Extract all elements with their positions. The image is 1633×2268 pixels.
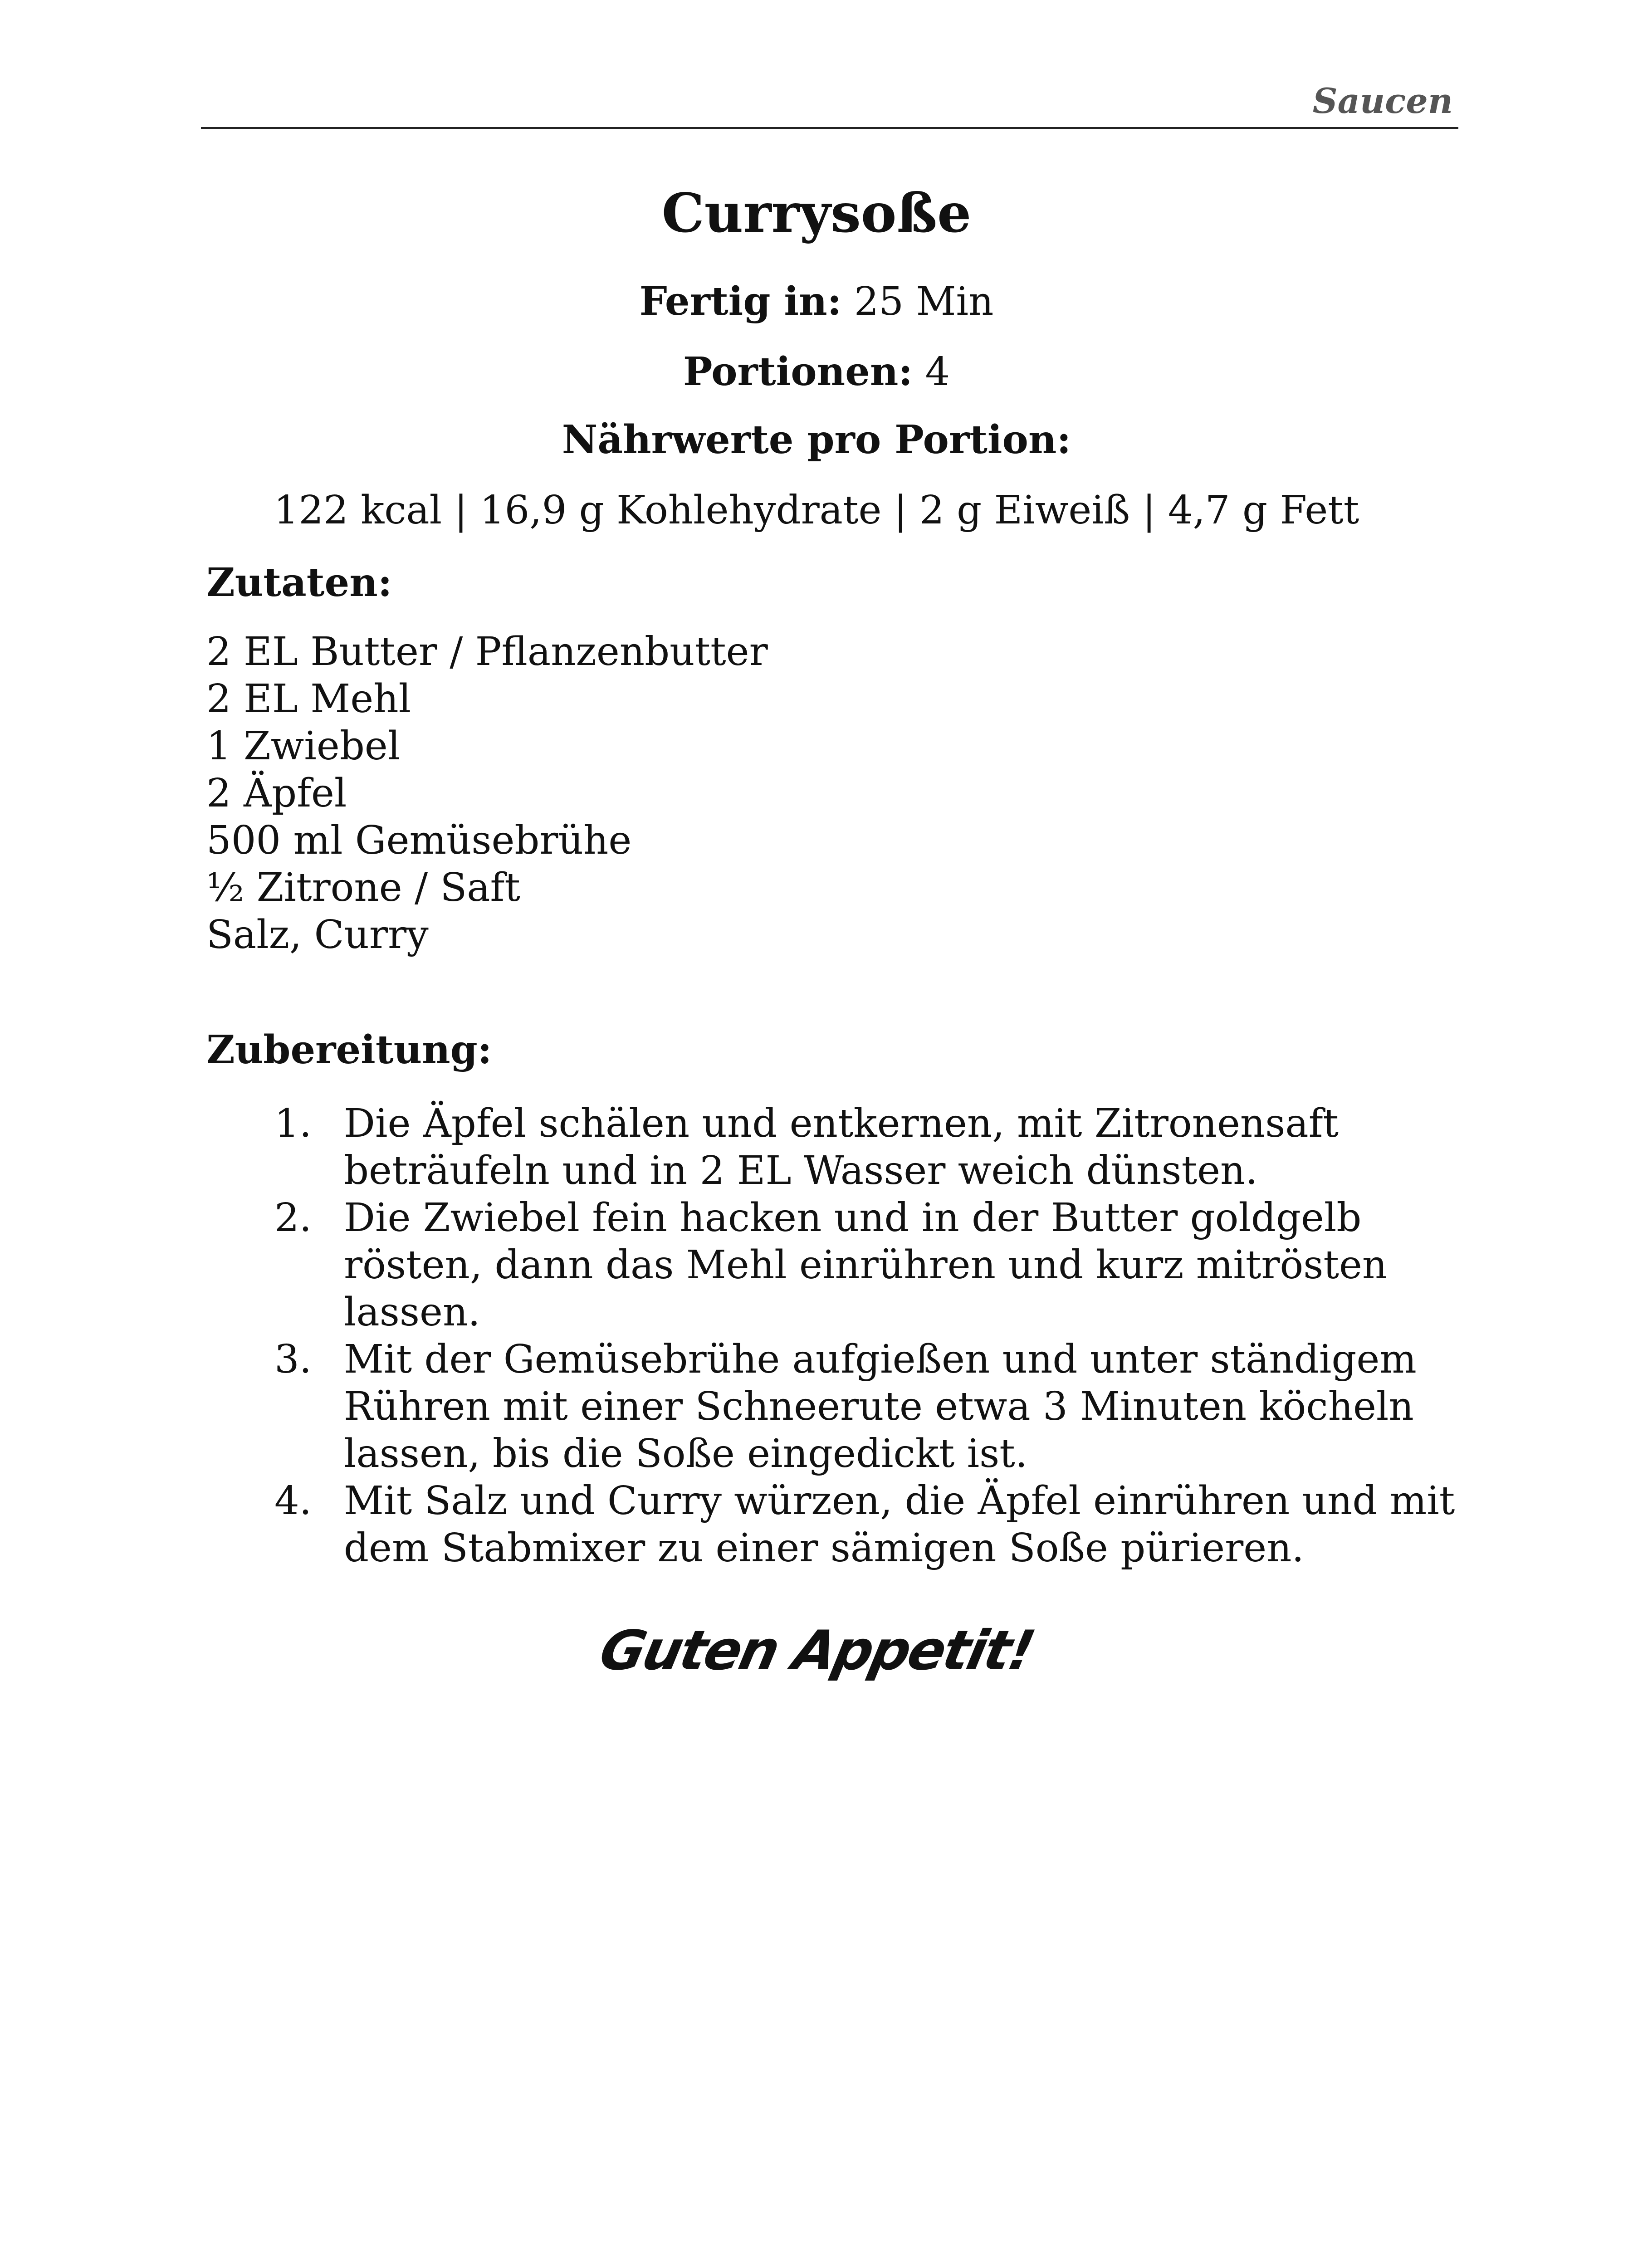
- ingredients-heading: Zutaten:: [206, 560, 392, 606]
- recipe-title: Currysoße: [661, 181, 972, 244]
- ingredient-item: 2 Äpfel: [206, 771, 347, 816]
- section-name: Saucen: [1312, 81, 1453, 121]
- servings-value: 4: [925, 349, 950, 395]
- step-number: 2.: [274, 1195, 312, 1241]
- step-number: 3.: [274, 1337, 312, 1382]
- ready-time: [0, 277, 1633, 327]
- step-item: [206, 1194, 1458, 1336]
- step-text: Die Äpfel schälen und entkernen, mit Zitronensaft beträufeln und in 2 EL Wasser weich dünsten.: [344, 1101, 1339, 1193]
- ready-time-label: Fertig in:: [639, 279, 842, 324]
- preparation-steps: [206, 1100, 1458, 1572]
- step-number: 4.: [274, 1478, 312, 1524]
- step-item: [206, 1100, 1458, 1194]
- ingredient-item: 2 EL Butter / Pflanzenbutter: [206, 629, 768, 675]
- ingredient-item: 500 ml Gemüsebrühe: [206, 818, 632, 863]
- closing-signature: Guten Appetit!: [594, 1619, 1039, 1682]
- step-text: Mit Salz und Curry würzen, die Äpfel einrühren und mit dem Stabmixer zu einer sämigen Soße pürieren.: [344, 1478, 1455, 1571]
- ingredient-item: Salz, Curry: [206, 912, 429, 958]
- nutrition-values: 122 kcal | 16,9 g Kohlehydrate | 2 g Eiweiß | 4,7 g Fett: [274, 488, 1359, 533]
- ready-time-value: 25 Min: [854, 279, 994, 324]
- step-text: Mit der Gemüsebrühe aufgießen und unter ständigem Rühren mit einer Schneerute etwa 3 Minuten köcheln lassen, bis die Soße eingedickt ist.: [344, 1337, 1417, 1476]
- ingredient-item: 1 Zwiebel: [206, 723, 401, 769]
- preparation-heading: Zubereitung:: [206, 1027, 492, 1073]
- ingredients-list: [206, 628, 768, 958]
- step-item: [206, 1336, 1458, 1477]
- step-item: [206, 1477, 1458, 1572]
- nutrition-heading: Nährwerte pro Portion:: [562, 417, 1071, 463]
- ingredient-item: 2 EL Mehl: [206, 676, 411, 722]
- running-header: [201, 68, 1458, 129]
- ingredient-item: ½ Zitrone / Saft: [206, 865, 520, 910]
- step-text: Die Zwiebel fein hacken und in der Butter goldgelb rösten, dann das Mehl einrühren und kurz mitrösten lassen.: [344, 1195, 1388, 1335]
- servings-label: Portionen:: [683, 349, 913, 395]
- step-number: 1.: [274, 1101, 312, 1146]
- servings: [0, 347, 1633, 397]
